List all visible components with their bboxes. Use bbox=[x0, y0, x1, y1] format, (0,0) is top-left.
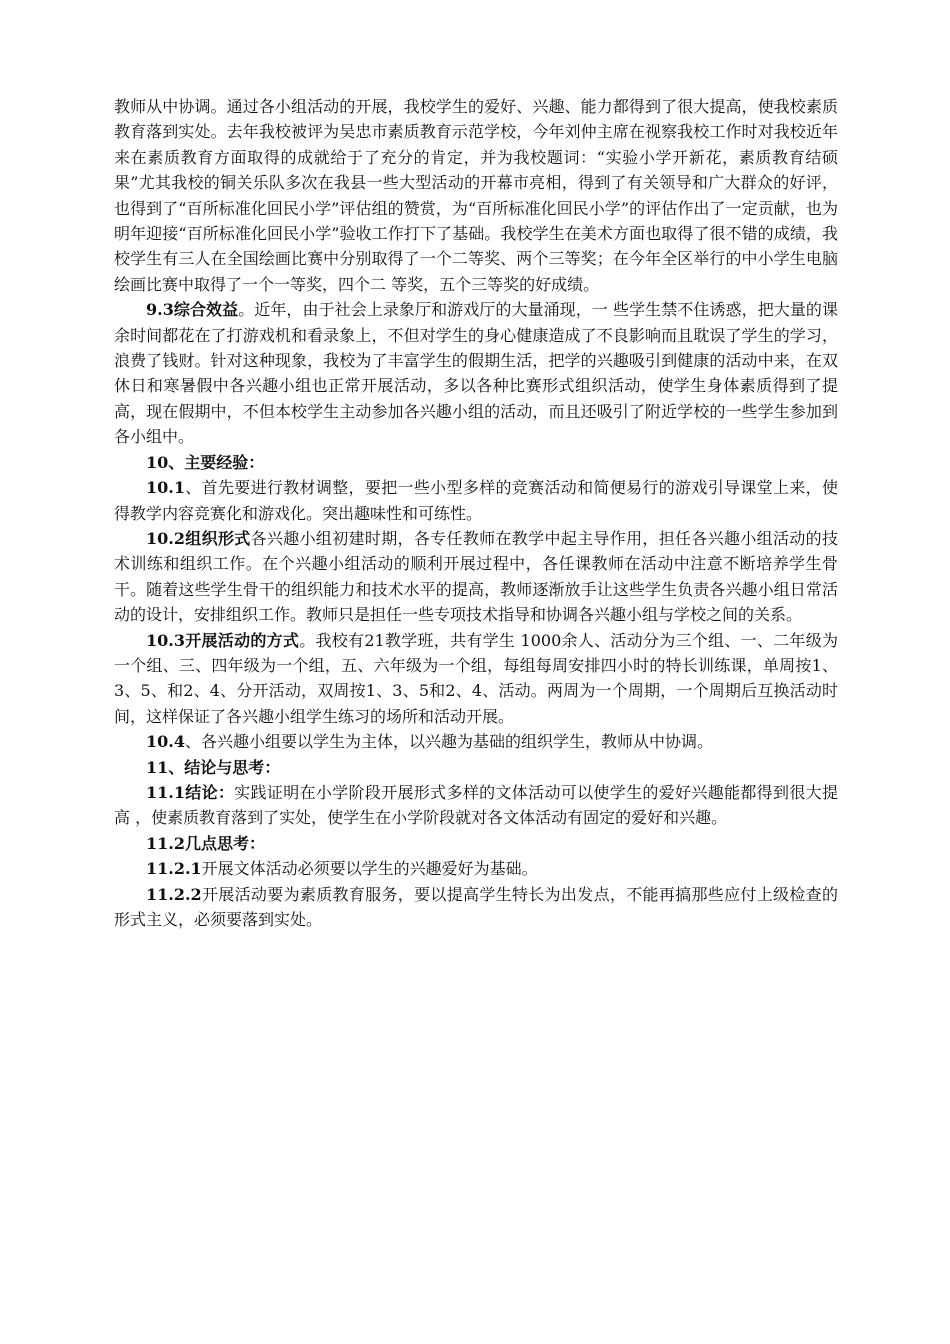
paragraph-text: 开展文体活动必须要以学生的兴趣爱好为基础。 bbox=[201, 859, 538, 879]
paragraph-lead: 11.2.1 bbox=[146, 859, 202, 879]
paragraph-10-1 bbox=[114, 475, 838, 526]
section-heading: 11、结论与思考： bbox=[146, 757, 281, 777]
paragraph-text: 、首先要进行教材调整，要把一些小型多样的竞赛活动和简便易行的游戏引导课堂上来，使得教学内容竞赛化和游戏化。突出趣味性和可练性。 bbox=[114, 478, 838, 523]
paragraph-text: 教师从中协调。通过各小组活动的开展，我校学生的爱好、兴趣、能力都得到了很大提高，使我校素质教育落到实处。去年我校被评为吴忠市素质教育示范学校，今年刘仲主席在视察我校工作时对我校近年来在素质教育方面取得的成就给于了充分的肯定，并为我校题词：“实验小学开新花，素质教育结硕果”尤其我校的铜关乐队多次在我县一些大型活动的开幕市亮相，得到了有关领导和广大群众的好评，也得到了“百所标准化回民小学”评估组的赞赏，为“百所标准化回民小学”的评估作出了一定贡献，也为明年迎接“百所标准化回民小学”验收工作打下了基础。我校学生在美术方面也取得了很不错的成绩，我校学生有三人在全国绘画比赛中分别取得了一个二等奖、两个三等奖；在今年全区举行的中小学生电脑绘画比赛中取得了一个一等奖，四个二 等奖，五个三等奖的好成绩。 bbox=[114, 97, 838, 294]
heading-10 bbox=[114, 450, 838, 475]
paragraph-11-2-1 bbox=[114, 856, 838, 881]
paragraph-text: 开展活动要为素质教育服务，要以提高学生特长为出发点，不能再搞那些应付上级检查的形式主义，必须要落到实处。 bbox=[114, 884, 838, 929]
heading-11-2 bbox=[114, 831, 838, 856]
paragraph-10-3 bbox=[114, 628, 838, 730]
paragraph-text: 实践证明在小学阶段开展形式多样的文体活动可以使学生的爱好兴趣能都得到很大提高 ，使素质教育落到了实处，使学生在小学阶段就对各文体活动有固定的爱好和兴趣。 bbox=[114, 782, 838, 828]
section-heading: 11.2几点思考： bbox=[146, 833, 265, 853]
paragraph-11-2-2 bbox=[114, 882, 838, 933]
paragraph-text: 各兴趣小组初建时期，各专任教师在教学中起主导作用，担任各兴趣小组活动的技术训练和组织工作。在个兴趣小组活动的顺利开展过程中，各任课教师在活动中注意不断培养学生骨干。随着这些学生骨干的组织能力和技术水平的提高，教师逐渐放手让这些学生负责各兴趣小组日常活动的设计，安排组织工作。教师只是担任一些专项技术指导和协调各兴趣小组与学校之间的关系。 bbox=[114, 528, 838, 625]
paragraph-lead: 11.1结论： bbox=[146, 782, 235, 802]
section-heading: 10、主要经验： bbox=[146, 452, 265, 472]
paragraph-text: 。近年，由于社会上录象厅和游戏厅的大量涌现，一 些学生禁不住诱惑，把大量的课余时间都花在了打游戏机和看录象上，不但对学生的身心健康造成了不良影响而且耽误了学生的学习，浪费了钱财。针对这种现象，我校为了丰富学生的假期生活，把学的兴趣吸引到健康的活动中来，在双休日和寒暑假中各兴趣小组也正常开展活动，多以各种比赛形式组织活动，使学生身体素质得到了提高，现在假期中，不但本校学生主动参加各兴趣小组的活动，而且还吸引了附近学校的一些学生参加到各小组中。 bbox=[114, 300, 838, 447]
paragraph-lead: 10.3开展活动的方式 bbox=[146, 630, 300, 650]
paragraph-continuation bbox=[114, 94, 838, 297]
paragraph-lead: 11.2.2 bbox=[146, 884, 202, 904]
paragraph-lead: 10.1 bbox=[146, 478, 185, 498]
paragraph-10-4 bbox=[114, 729, 838, 754]
paragraph-text: 。我校有21教学班，共有学生 1000余人、活动分为三个组、一、二年级为一个组、三、四年级为一个组，五、六年级为一个组，每组每周安排四小时的特长训练课，单周按1、3、5、和2、4、分开活动，双周按1、3、5和2、4、活动。两周为一个周期，一个周期后互换活动时间，这样保证了各兴趣小组学生练习的场所和活动开展。 bbox=[114, 630, 838, 726]
heading-11 bbox=[114, 755, 838, 780]
paragraph-lead: 10.2组织形式 bbox=[146, 528, 251, 548]
paragraph-text: 、各兴趣小组要以学生为主体，以兴趣为基础的组织学生，教师从中协调。 bbox=[184, 732, 713, 752]
paragraph-lead: 10.4 bbox=[146, 732, 185, 752]
paragraph-10-2 bbox=[114, 526, 838, 628]
paragraph-9-3 bbox=[114, 297, 838, 449]
paragraph-11-1 bbox=[114, 780, 838, 831]
paragraph-lead: 9.3综合效益 bbox=[146, 300, 239, 320]
